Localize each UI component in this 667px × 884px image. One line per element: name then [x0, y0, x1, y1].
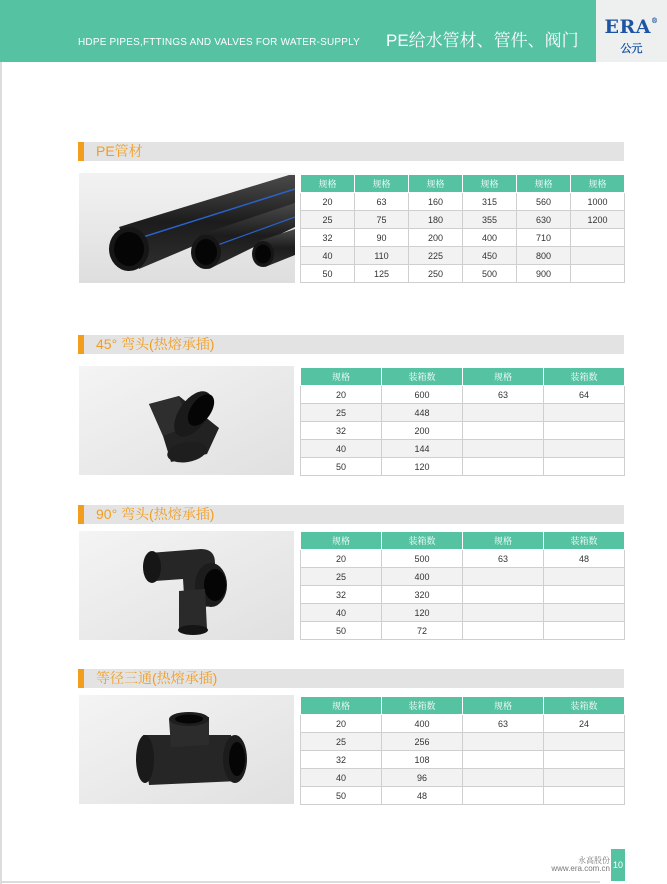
- column-header: 规格: [463, 368, 544, 386]
- table-cell: [544, 568, 625, 586]
- table-cell: 25: [301, 404, 382, 422]
- section-pe-pipes-header: [78, 142, 624, 161]
- table-cell: 500: [382, 550, 463, 568]
- table-cell: 400: [382, 568, 463, 586]
- column-header: 装箱数: [544, 697, 625, 715]
- table-row: [301, 622, 625, 640]
- table-cell: [571, 229, 625, 247]
- section-marker: [78, 505, 84, 524]
- column-header: 规格: [301, 175, 355, 193]
- footer-company-name: 永高股份: [578, 856, 610, 865]
- page-frame-bottom: [0, 881, 600, 883]
- table-cell: 25: [301, 211, 355, 229]
- table-cell: 90: [355, 229, 409, 247]
- table-row: [301, 247, 625, 265]
- table-cell: [463, 751, 544, 769]
- table-cell: [463, 769, 544, 787]
- table-cell: 20: [301, 715, 382, 733]
- table-cell: [463, 604, 544, 622]
- pe-pipes-photo: [79, 173, 295, 283]
- table-cell: 75: [355, 211, 409, 229]
- table-cell: 225: [409, 247, 463, 265]
- column-header: 规格: [355, 175, 409, 193]
- 90-elbow-spec-table: [300, 531, 625, 640]
- table-cell: 64: [544, 386, 625, 404]
- section-title: 90° 弯头(热熔承插): [96, 506, 215, 522]
- column-header: 规格: [463, 532, 544, 550]
- equal-tee-illustration: [79, 695, 294, 804]
- table-row: [301, 715, 625, 733]
- table-cell: [544, 440, 625, 458]
- page-header: [0, 0, 667, 62]
- table-cell: 20: [301, 193, 355, 211]
- equal-tee-spec-table: [300, 696, 625, 805]
- column-header: 规格: [409, 175, 463, 193]
- table-cell: 355: [463, 211, 517, 229]
- table-cell: [544, 769, 625, 787]
- column-header: 装箱数: [544, 532, 625, 550]
- table-cell: 120: [382, 604, 463, 622]
- equal-tee-photo: [79, 695, 294, 804]
- table-cell: 63: [463, 550, 544, 568]
- table-cell: 48: [382, 787, 463, 805]
- table-cell: 400: [463, 229, 517, 247]
- table-cell: 50: [301, 458, 382, 476]
- table-cell: 32: [301, 422, 382, 440]
- table-cell: 50: [301, 265, 355, 283]
- section-marker: [78, 669, 84, 688]
- table-cell: [463, 440, 544, 458]
- table-cell: 630: [517, 211, 571, 229]
- table-cell: 256: [382, 733, 463, 751]
- column-header: 装箱数: [382, 532, 463, 550]
- section-marker: [78, 142, 84, 161]
- pe-pipes-illustration: [79, 173, 295, 283]
- table-cell: 20: [301, 386, 382, 404]
- table-cell: 900: [517, 265, 571, 283]
- table-header-row: [301, 532, 625, 550]
- table-cell: [544, 733, 625, 751]
- table-row: [301, 386, 625, 404]
- table-row: [301, 769, 625, 787]
- table-cell: 63: [355, 193, 409, 211]
- table-cell: [544, 751, 625, 769]
- table-cell: 24: [544, 715, 625, 733]
- column-header: 装箱数: [382, 368, 463, 386]
- table-row: [301, 422, 625, 440]
- table-row: [301, 568, 625, 586]
- header-title-cn: PE给水管材、管件、阀门: [386, 31, 579, 50]
- column-header: 规格: [571, 175, 625, 193]
- table-row: [301, 404, 625, 422]
- table-cell: 50: [301, 622, 382, 640]
- table-header-row: [301, 368, 625, 386]
- table-cell: 200: [409, 229, 463, 247]
- table-cell: [463, 458, 544, 476]
- table-cell: 200: [382, 422, 463, 440]
- pe-pipes-spec-table: [300, 174, 625, 283]
- table-cell: [544, 458, 625, 476]
- page-number: 10: [611, 849, 625, 881]
- table-cell: 560: [517, 193, 571, 211]
- table-cell: 320: [382, 586, 463, 604]
- table-cell: [463, 404, 544, 422]
- table-cell: 108: [382, 751, 463, 769]
- table-cell: 110: [355, 247, 409, 265]
- 45-elbow-illustration: [79, 366, 294, 475]
- table-cell: 63: [463, 386, 544, 404]
- table-cell: [463, 733, 544, 751]
- table-cell: [463, 568, 544, 586]
- table-cell: [544, 787, 625, 805]
- table-cell: 40: [301, 769, 382, 787]
- section-title: 45° 弯头(热熔承插): [96, 336, 215, 352]
- table-row: [301, 440, 625, 458]
- table-cell: 40: [301, 604, 382, 622]
- logo-chinese-name: 公元: [620, 43, 643, 55]
- table-cell: 315: [463, 193, 517, 211]
- table-cell: 120: [382, 458, 463, 476]
- section-marker: [78, 335, 84, 354]
- table-cell: 63: [463, 715, 544, 733]
- header-subtitle-en: HDPE PIPES,FTTINGS AND VALVES FOR WATER-SUPPLY: [78, 37, 361, 48]
- table-cell: [571, 247, 625, 265]
- table-row: [301, 265, 625, 283]
- table-cell: 448: [382, 404, 463, 422]
- column-header: 规格: [463, 175, 517, 193]
- table-cell: 40: [301, 247, 355, 265]
- table-cell: 250: [409, 265, 463, 283]
- column-header: 规格: [517, 175, 571, 193]
- brand-logo: [596, 0, 667, 62]
- section-45-elbow-header: [78, 335, 624, 354]
- table-cell: 32: [301, 229, 355, 247]
- table-cell: [544, 586, 625, 604]
- section-equal-tee-header: [78, 669, 624, 688]
- table-header-row: [301, 697, 625, 715]
- table-cell: [463, 622, 544, 640]
- 45-elbow-photo: [79, 366, 294, 475]
- table-cell: 72: [382, 622, 463, 640]
- table-cell: 800: [517, 247, 571, 265]
- table-cell: 32: [301, 751, 382, 769]
- table-row: [301, 229, 625, 247]
- table-cell: 32: [301, 586, 382, 604]
- table-cell: [544, 604, 625, 622]
- table-row: [301, 193, 625, 211]
- table-cell: [463, 422, 544, 440]
- table-cell: 710: [517, 229, 571, 247]
- table-row: [301, 458, 625, 476]
- column-header: 规格: [301, 532, 382, 550]
- table-cell: 400: [382, 715, 463, 733]
- table-cell: [544, 422, 625, 440]
- table-cell: 125: [355, 265, 409, 283]
- table-cell: [463, 586, 544, 604]
- 45-elbow-spec-table: [300, 367, 625, 476]
- table-cell: 40: [301, 440, 382, 458]
- page-frame-left: [0, 62, 2, 884]
- table-row: [301, 211, 625, 229]
- table-cell: 1200: [571, 211, 625, 229]
- table-cell: [571, 265, 625, 283]
- table-cell: 50: [301, 787, 382, 805]
- column-header: 规格: [301, 697, 382, 715]
- footer-website: www.era.com.cn: [551, 864, 610, 873]
- column-header: 装箱数: [544, 368, 625, 386]
- table-cell: 160: [409, 193, 463, 211]
- 90-elbow-illustration: [79, 531, 294, 640]
- section-title: 等径三通(热熔承插): [96, 670, 218, 686]
- column-header: 装箱数: [382, 697, 463, 715]
- table-cell: [544, 404, 625, 422]
- table-cell: 600: [382, 386, 463, 404]
- table-row: [301, 604, 625, 622]
- table-row: [301, 751, 625, 769]
- column-header: 规格: [301, 368, 382, 386]
- table-cell: [463, 787, 544, 805]
- table-row: [301, 586, 625, 604]
- table-cell: 1000: [571, 193, 625, 211]
- table-cell: 25: [301, 733, 382, 751]
- table-header-row: [301, 175, 625, 193]
- section-90-elbow-header: [78, 505, 624, 524]
- table-cell: 500: [463, 265, 517, 283]
- section-title: PE管材: [96, 143, 143, 159]
- table-cell: [544, 622, 625, 640]
- column-header: 规格: [463, 697, 544, 715]
- table-cell: 144: [382, 440, 463, 458]
- table-row: [301, 550, 625, 568]
- table-cell: 180: [409, 211, 463, 229]
- table-row: [301, 787, 625, 805]
- 90-elbow-photo: [79, 531, 294, 640]
- table-cell: 48: [544, 550, 625, 568]
- table-cell: 450: [463, 247, 517, 265]
- table-cell: 25: [301, 568, 382, 586]
- table-cell: 96: [382, 769, 463, 787]
- table-cell: 20: [301, 550, 382, 568]
- logo-wordmark: ERA®: [604, 16, 659, 38]
- table-row: [301, 733, 625, 751]
